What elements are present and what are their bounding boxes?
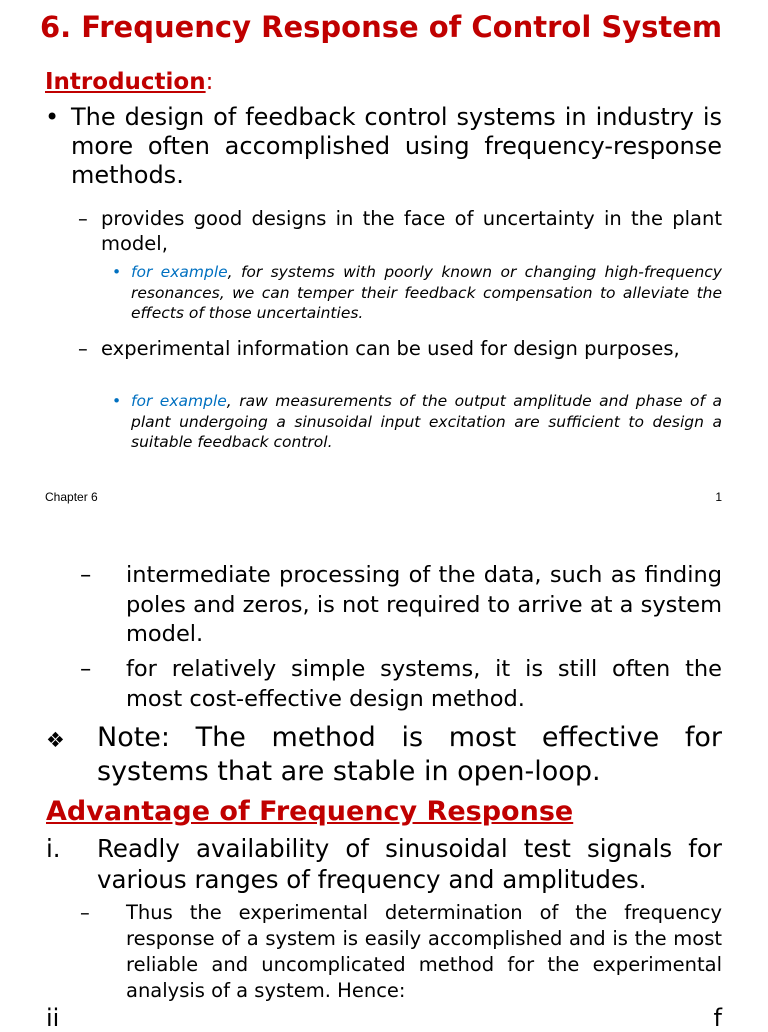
example-lead: for example [131, 263, 228, 281]
advantage-heading: Advantage of Frequency Response [46, 796, 574, 827]
dash-marker: – [78, 337, 88, 360]
dash-point-cost-effective [80, 655, 722, 714]
advantage-item-text: Readly availability of sinusoidal test signals for various ranges of frequency and amplitudes. [97, 834, 722, 894]
dash-marker: – [80, 901, 90, 924]
sub-point-experimental [78, 336, 722, 361]
footer-chapter: Chapter 6 [45, 490, 98, 504]
intro-heading [45, 67, 213, 97]
bullet-marker: • [112, 263, 122, 281]
example-measurements [112, 391, 722, 453]
example-lead: for example [131, 392, 227, 410]
dash-point-text: intermediate processing of the data, such as finding poles and zeros, is not required to arrive at a system model. [126, 562, 722, 647]
dash-marker: – [80, 656, 92, 682]
example-text [131, 262, 722, 324]
dash-point-processing [80, 561, 722, 650]
main-bullet-text: The design of feedback control systems in industry is more often accomplished using frequency-response methods. [71, 103, 722, 189]
intro-heading-text: Introduction [45, 69, 206, 95]
example-resonances [112, 262, 722, 324]
note-text: Note: The method is most effective for systems that are stable in open-loop. [97, 722, 722, 787]
advantage-sub-text: Thus the experimental determination of the frequency response of a system is easily accomplished and is the most reliable and uncomplicated method for the experimental analysis of a system. Hence: [126, 901, 722, 1002]
example-text [131, 391, 722, 453]
main-bullet-point [45, 103, 722, 190]
intro-heading-colon: : [205, 69, 214, 95]
clipped-glyph-left: ii [46, 1004, 60, 1032]
footer-page-number: 1 [715, 490, 722, 504]
roman-numeral-marker: i. [46, 834, 61, 863]
sub-point-text: provides good designs in the face of uncertainty in the plant model, [101, 207, 722, 255]
bullet-marker: • [45, 103, 60, 131]
note-point [46, 721, 722, 789]
advantage-item-1 [46, 833, 722, 895]
example-body: , for systems with poorly known or changing high-frequency resonances, we can temper their feedback compensation to alleviate the effects of those uncertainties. [131, 263, 722, 323]
dash-marker: – [78, 207, 88, 230]
dash-marker: – [80, 562, 92, 588]
bullet-marker: • [112, 392, 122, 410]
slide-2 [0, 520, 768, 1032]
diamond-bullet-icon: ❖ [46, 728, 65, 752]
clipped-next-line [46, 1004, 722, 1032]
clipped-glyph-right: f [713, 1004, 722, 1032]
example-body: , raw measurements of the output amplitude and phase of a plant undergoing a sinusoidal input excitation are sufficient to design a suitable feedback control. [131, 392, 722, 452]
dash-point-text: for relatively simple systems, it is still often the most cost-effective design method. [126, 656, 722, 712]
advantage-sub-point [80, 900, 722, 1004]
slide-title: 6. Frequency Response of Control System [40, 10, 723, 44]
sub-point-uncertainty [78, 206, 722, 256]
sub-point-text: experimental information can be used for design purposes, [101, 337, 680, 360]
